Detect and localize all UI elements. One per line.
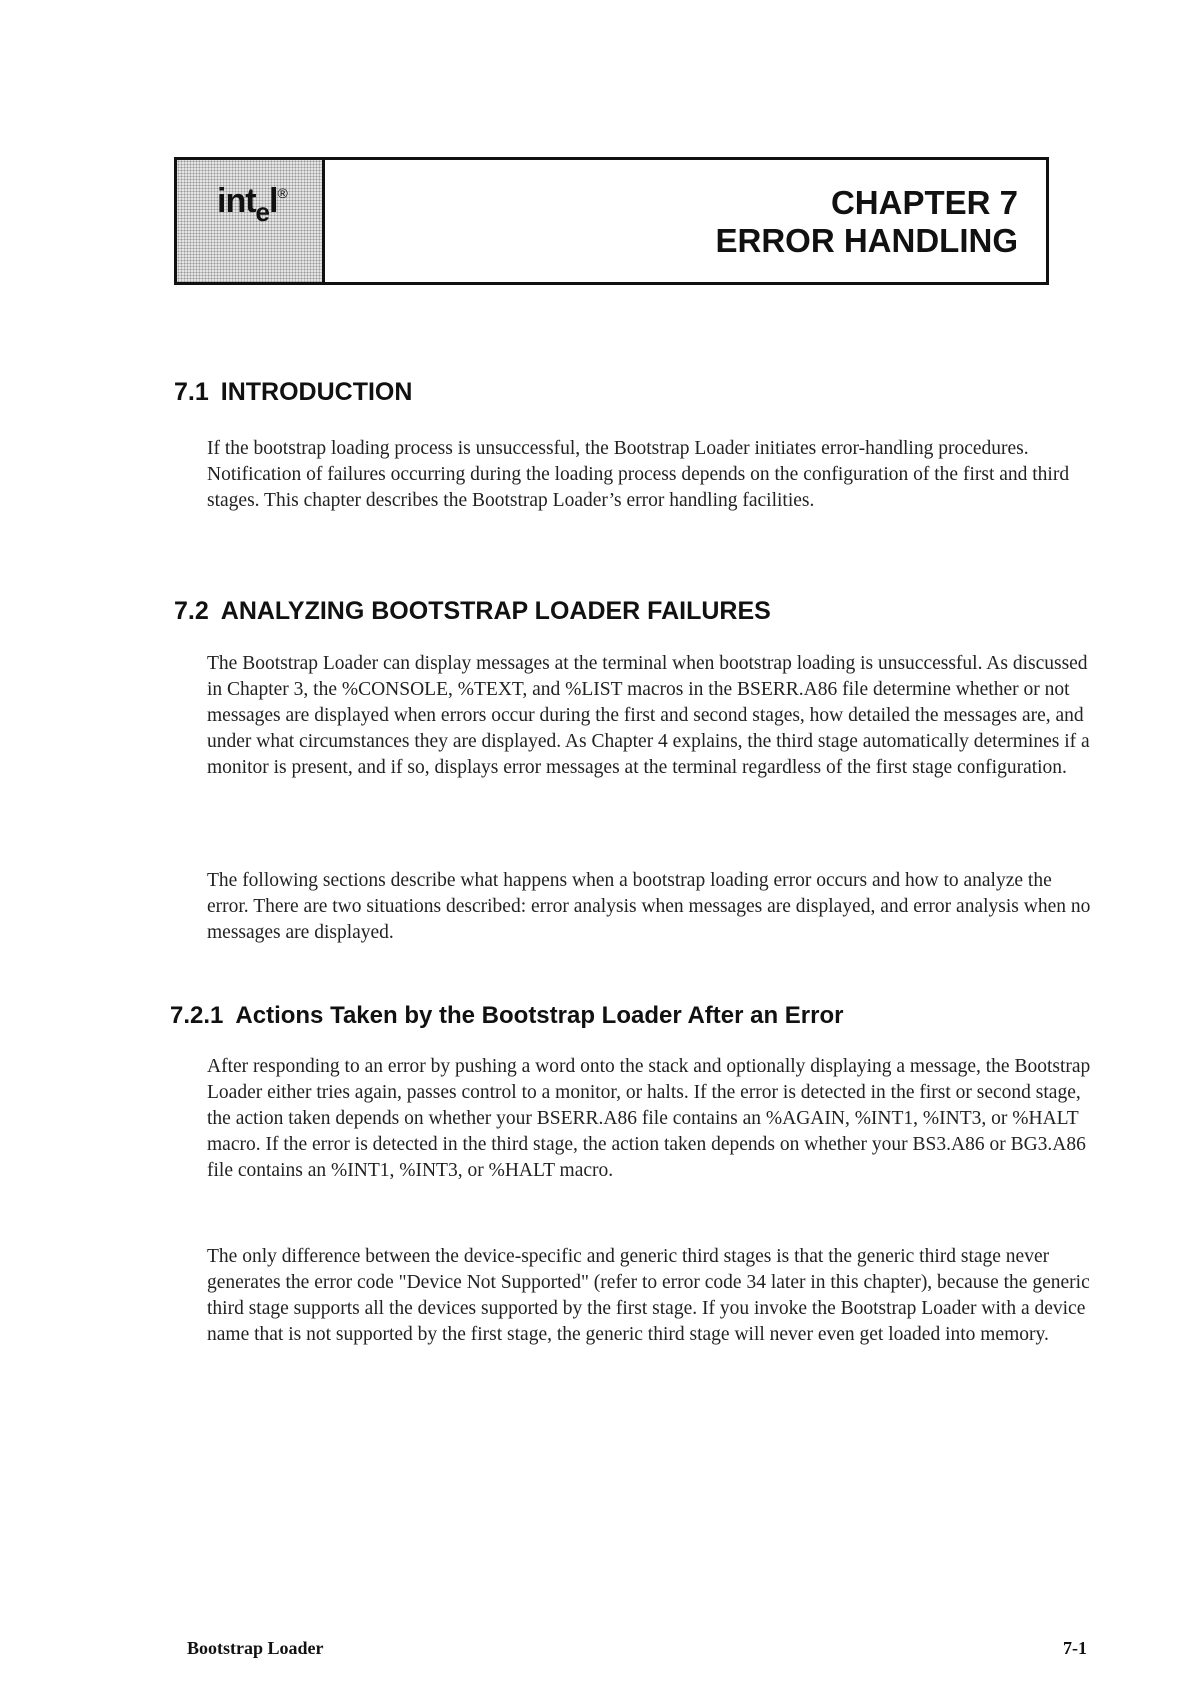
chapter-title (716, 184, 1019, 260)
intel-logo (177, 160, 325, 282)
paragraph-analyzing-2: The following sections describe what happens when a bootstrap loading error occurs and how to analyze the error. There are two situations described: error analysis when messages are displayed, and error analysis when no messages are displayed. (207, 870, 1091, 943)
paragraph-analyzing-1: The Bootstrap Loader can display messages at the terminal when bootstrap loading is unsuccessful. As discussed in Chapter 3, the %CONSOLE, %TEXT, and %LIST macros in the BSERR.A86 file determine whether or not messages are displayed when errors occur during the first and second stages, how detailed the messages are, and under what circumstances they are displayed. As Chapter 4 explains, the third stage automatically determines if a monitor is present, and if so, displays error messages at the terminal regardless of the first stage configuration. (207, 653, 1090, 778)
paragraph-actions-1: After responding to an error by pushing a word onto the stack and optionally displaying a message, the Bootstrap Loader either tries again, passes control to a monitor, or halts. If the error is detected in the first or second stage, the action taken depends on whether your BSERR.A86 file contains an %AGAIN, %INT1, %INT3, or %HALT macro. If the error is detected in the third stage, the action taken depends on whether your BS3.A86 or BG3.A86 file contains an %INT1, %INT3, or %HALT macro. (207, 1056, 1091, 1181)
heading-7-2: 7.2 ANALYZING BOOTSTRAP LOADER FAILURES (174, 597, 771, 625)
chapter-number: CHAPTER 7 (830, 184, 1018, 221)
heading-7-2-1: 7.2.1 Actions Taken by the Bootstrap Loader After an Error (170, 1002, 844, 1029)
chapter-header (174, 157, 1049, 285)
paragraph-actions-2: The only difference between the device-specific and generic third stages is that the generic third stage never generates the error code "Device Not Supported" (refer to error code 34 later in this chapter), because the generic third stage supports all the devices supported by the first stage. If you invoke the Bootstrap Loader with a device name that is not supported by the first stage, the generic third stage will never even get loaded into memory. (207, 1246, 1090, 1345)
chapter-name: ERROR HANDLING (715, 222, 1018, 259)
footer-title: Bootstrap Loader (187, 1638, 324, 1658)
paragraph-introduction: If the bootstrap loading process is unsuccessful, the Bootstrap Loader initiates error-handling procedures. Notification of failures occurring during the loading process depends on the configuration of the first and third stages. This chapter describes the Bootstrap Loader’s error handling facilities. (207, 438, 1070, 511)
heading-7-1: 7.1 INTRODUCTION (174, 378, 413, 406)
intel-logo-text: int$_e$l® (217, 182, 287, 227)
page-number: 7-1 (1063, 1638, 1087, 1658)
